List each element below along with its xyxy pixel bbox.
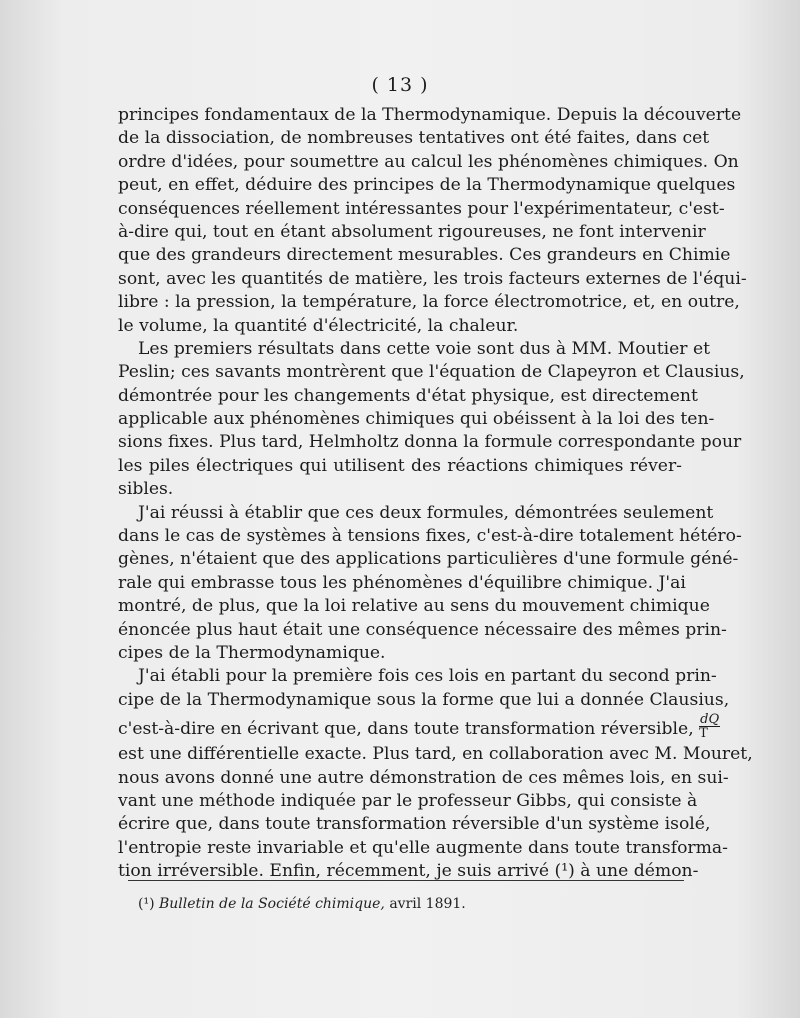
text-line: tion irréversible. Enfin, récemment, je suis arrivé (¹) à une démon-	[118, 861, 699, 882]
text-line: peut, en effet, déduire des principes de la Thermodynamique quelques	[118, 175, 736, 196]
fraction-numerator: dQ	[700, 712, 720, 728]
page-number: ( 13 )	[371, 74, 429, 96]
text-line: cipes de la Thermodynamique.	[118, 642, 386, 663]
text-line: rale qui embrasse tous les phénomènes d'équilibre chimique. J'ai	[118, 572, 686, 593]
text-line: libre : la pression, la température, la force électromotrice, et, en outre,	[118, 292, 740, 313]
text-line: J'ai réussi à établir que ces deux formules, démontrées seulement	[138, 502, 714, 523]
text-line: vant une méthode indiquée par le professeur Gibbs, qui consiste à	[118, 790, 698, 811]
text-line-with-formula	[118, 712, 720, 743]
text-line: montré, de plus, que la loi relative au sens du mouvement chimique	[118, 596, 710, 617]
footnote-title: Bulletin de la Société chimique,	[159, 896, 385, 912]
text-line: principes fondamentaux de la Thermodynamique. Depuis la découverte	[118, 105, 742, 125]
text-line: sibles.	[118, 479, 174, 500]
text-line: énoncée plus haut était une conséquence nécessaire des mêmes prin-	[118, 619, 727, 640]
body-text	[118, 104, 753, 884]
text-line: est une différentielle exacte. Plus tard, en collaboration avec M. Mouret,	[118, 744, 753, 765]
text-line: ordre d'idées, pour soumettre au calcul les phénomènes chimiques. On	[118, 151, 739, 172]
fraction-dq-over-t	[699, 713, 720, 740]
footnote-date: avril 1891.	[389, 896, 466, 912]
text-line: sont, avec les quantités de matière, les trois facteurs externes de l'équi-	[118, 268, 747, 289]
footnote-marker: (¹)	[138, 896, 155, 912]
text-line: que des grandeurs directement mesurables. Ces grandeurs en Chimie	[118, 245, 731, 266]
text-line: cipe de la Thermodynamique sous la forme que lui a donnée Clausius,	[118, 689, 730, 710]
text-line: applicable aux phénomènes chimiques qui obéissent à la loi des ten-	[118, 409, 715, 430]
text-line: écrire que, dans toute transformation réversible d'un système isolé,	[118, 814, 711, 835]
fraction-denominator: T	[699, 726, 708, 742]
text-line: à-dire qui, tout en étant absolument rigoureuses, ne font intervenir	[118, 221, 706, 242]
footnote-divider	[128, 880, 684, 881]
text-segment: c'est-à-dire en écrivant que, dans toute transformation réversible,	[118, 719, 694, 740]
text-line: de la dissociation, de nombreuses tentatives ont été faites, dans cet	[118, 128, 710, 149]
text-line: nous avons donné une autre démonstration de ces mêmes lois, en sui-	[118, 767, 729, 788]
text-line: Peslin; ces savants montrèrent que l'équation de Clapeyron et Clausius,	[118, 362, 745, 383]
text-line: Les premiers résultats dans cette voie sont dus à MM. Moutier et	[138, 338, 711, 359]
text-line: dans le cas de systèmes à tensions fixes, c'est-à-dire totalement hétéro-	[118, 526, 742, 547]
text-line: J'ai établi pour la première fois ces lois en partant du second prin-	[138, 666, 717, 687]
text-line: conséquences réellement intéressantes pour l'expérimentateur, c'est-	[118, 198, 725, 219]
text-line: gènes, n'étaient que des applications particulières d'une formule géné-	[118, 549, 739, 570]
text-line: sions fixes. Plus tard, Helmholtz donna la formule correspondante pour	[118, 432, 742, 453]
text-line: les piles électriques qui utilisent des réactions chimiques réver-	[118, 455, 682, 476]
text-line: démontrée pour les changements d'état physique, est directement	[118, 385, 698, 406]
text-line: le volume, la quantité d'électricité, la chaleur.	[118, 315, 519, 336]
footnote	[138, 896, 678, 912]
text-line: l'entropie reste invariable et qu'elle augmente dans toute transforma-	[118, 837, 728, 858]
